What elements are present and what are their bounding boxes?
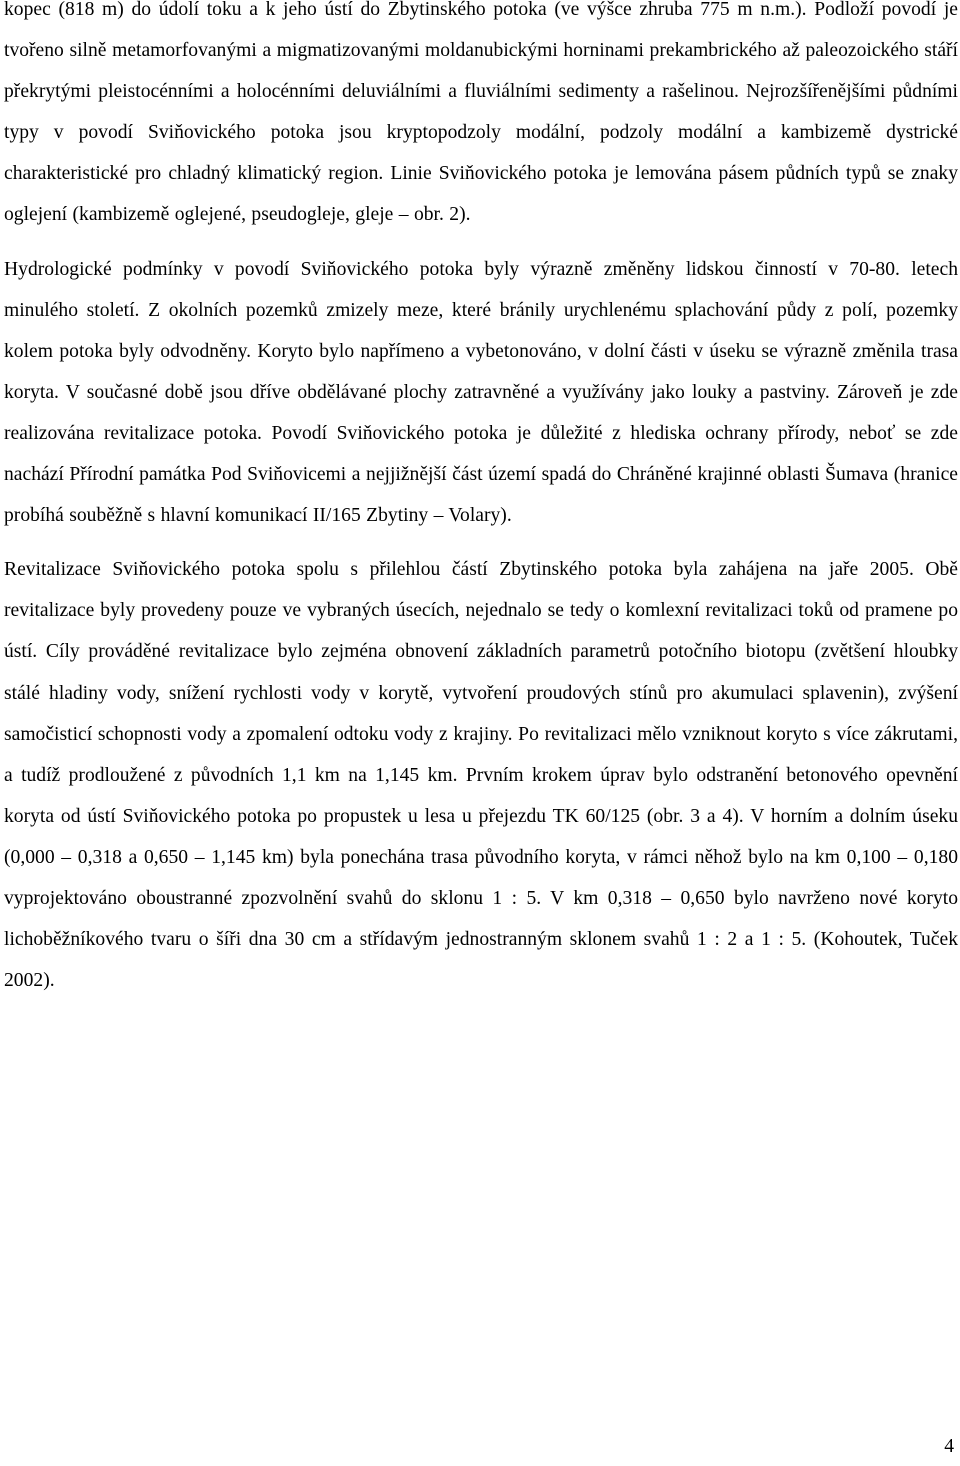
paragraph-revitalization: Revitalizace Sviňovického potoka spolu s přilehlou částí Zbytinského potoka byla zahájena na jaře 2005. Obě revitalizace byly provedeny pouze ve vybraných úsecích, nejednalo se tedy o komlexní revitalizaci toků od pramene po ústí. Cíly prováděné revitalizace bylo zejména obnovení základních parametrů potočního biotopu (zvětšení hloubky stálé hladiny vody, snížení rychlosti vody v korytě, vytvoření proudových stínů pro akumulaci splavenin), zvýšení samočisticí schopnosti vody a zpomalení odtoku vody z krajiny. Po revitalizaci mělo vzniknout koryto s více zákrutami, a tudíž prodloužené z původních 1,1 km na 1,145 km. Prvním krokem úprav bylo odstranění betonového opevnění koryta od ústí Sviňovického potoka po propustek u lesa u přejezdu TK 60/125 (obr. 3 a 4). V horním a dolním úseku (0,000 – 0,318 a 0,650 – 1,145 km) byla ponechána trasa původního koryta, v rámci něhož bylo na km 0,100 – 0,180 vyprojektováno oboustranné zpozvolnění svahů do sklonu 1 : 5. V km 0,318 – 0,650 bylo navrženo nové koryto lichoběžníkového tvaru o šíři dna 30 cm a střídavým jednostranným sklonem svahů 1 : 2 a 1 : 5. (Kohoutek, Tuček 2002). (4, 559, 958, 992)
document-body (4, 0, 958, 1001)
paragraph-soils: kopec (818 m) do údolí toku a k jeho ústí do Zbytinského potoka (ve výšce zhruba 775 m n.m.). Podloží povodí je tvořeno silně metamorfovanými a migmatizovanými moldanubickými horninami prekambrického až paleozoického stáří překrytými pleistocénními a holocénními deluviálními a fluviálními sedimenty a rašelinou. Nejrozšířenějšími půdními typy v povodí Sviňovického potoka jsou kryptopodzoly modální, podzoly modální a kambizemě dystrické charakteristické pro chladný klimatický region. Linie Sviňovického potoka je lemována pásem půdních typů se znaky oglejení (kambizemě oglejené, pseudogleje, gleje – obr. 2). (4, 0, 958, 226)
paragraph-gap (4, 536, 958, 549)
paragraph-hydrology: Hydrologické podmínky v povodí Sviňovického potoka byly výrazně změněny lidskou činností v 70-80. letech minulého století. Z okolních pozemků zmizely meze, které bránily urychlenému splachování půdy z polí, pozemky kolem potoka byly odvodněny. Koryto bylo napřímeno a vybetonováno, v dolní části v úseku se výrazně změnila trasa koryta. V současné době jsou dříve obdělávané plochy zatravněné a využívány jako louky a pastviny. Zároveň je zde realizována revitalizace potoka. Povodí Sviňovického potoka je důležité z hlediska ochrany přírody, neboť se zde nachází Přírodní památka Pod Sviňovicemi a nejjižnější část území spadá do Chráněné krajinné oblasti Šumava (hranice probíhá souběžně s hlavní komunikací II/165 Zbytiny – Volary). (4, 258, 958, 527)
page-number: 4 (944, 1436, 954, 1457)
paragraph-gap (4, 236, 958, 249)
